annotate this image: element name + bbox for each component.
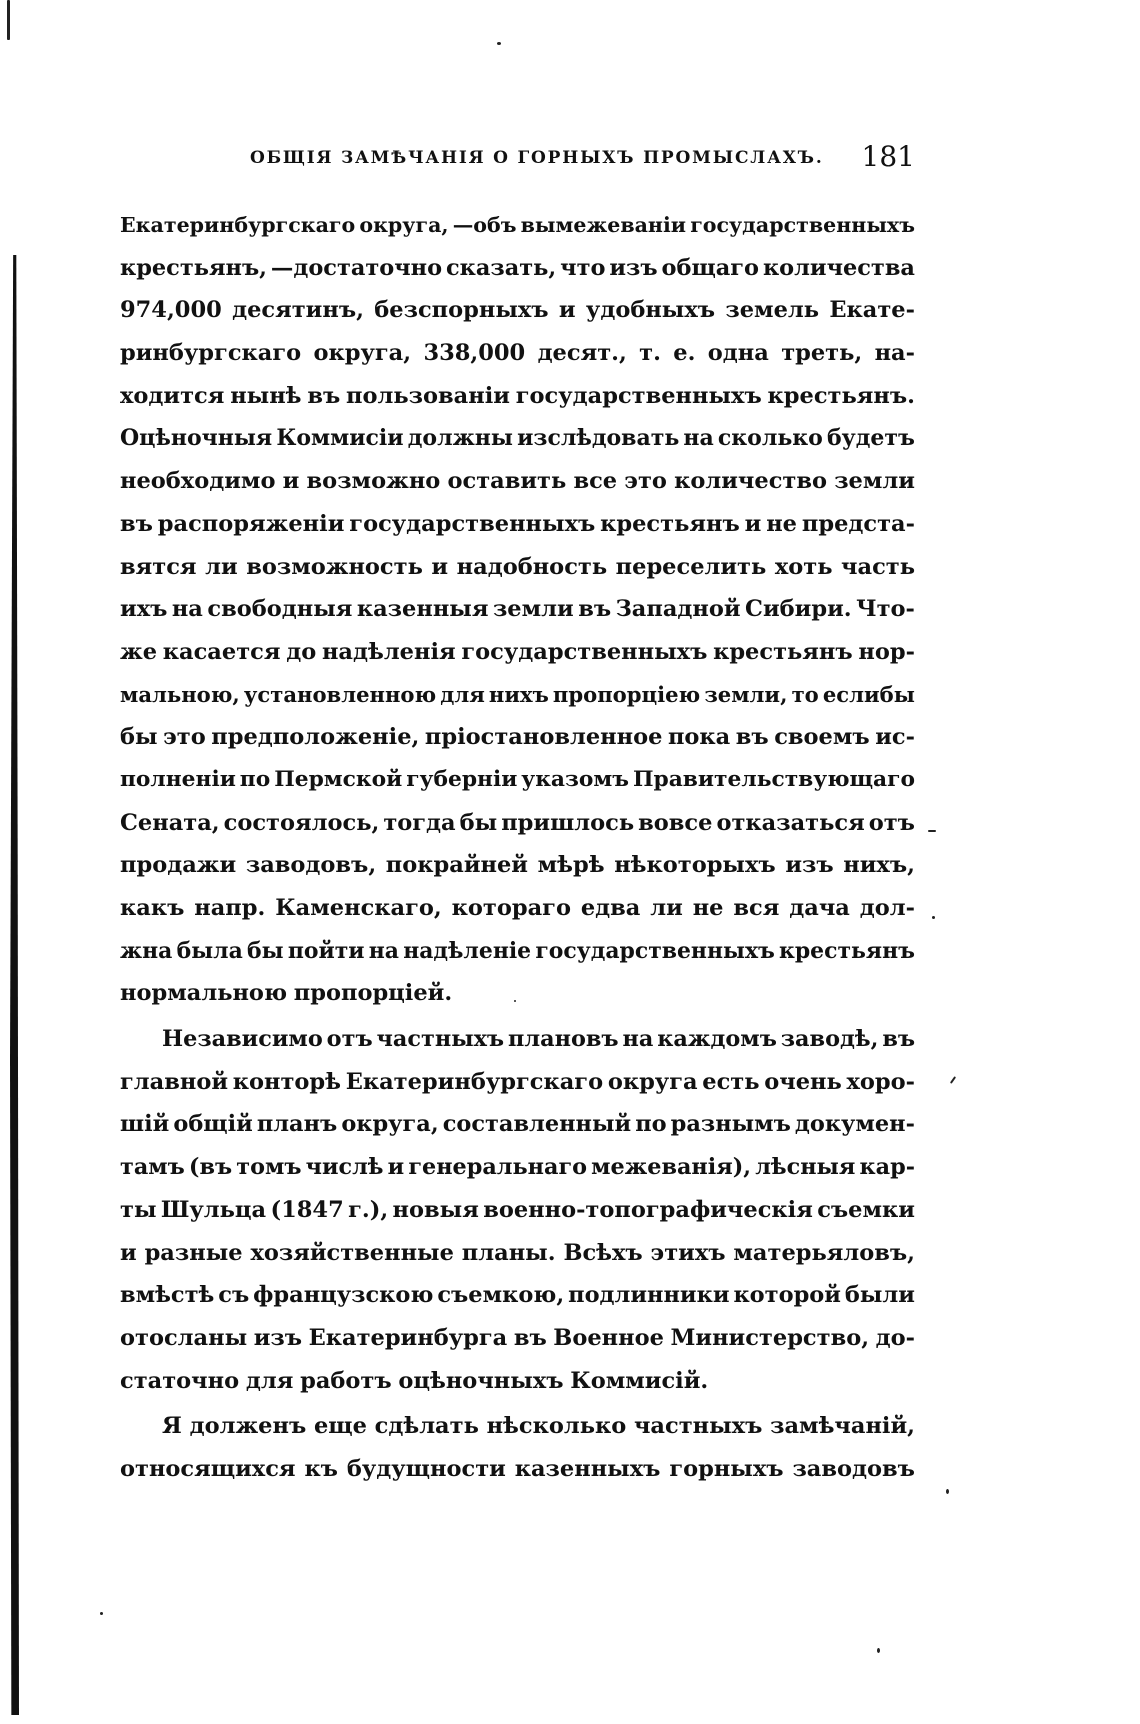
body-text xyxy=(120,204,915,1491)
text-line: относящихся къ будущности казенныхъ горныхъ заводовъ xyxy=(120,1455,915,1482)
text-line: Независимо отъ частныхъ плановъ на каждомъ заводѣ, въ xyxy=(162,1026,915,1053)
text-line: въ распоряженіи государственныхъ крестьянъ и не предста- xyxy=(120,510,915,537)
page-header xyxy=(250,140,915,180)
page-number: 181 xyxy=(861,140,915,173)
text-line: продажи заводовъ, покрайней мѣрѣ нѣкоторыхъ изъ нихъ, xyxy=(120,852,915,879)
text-line: и разные хозяйственные планы. Всѣхъ этихъ матерьяловъ, xyxy=(120,1239,915,1266)
text-line: Оцѣночныя Коммисіи должны изслѣдовать на сколько будетъ xyxy=(120,425,915,452)
text-line: отосланы изъ Екатеринбурга въ Военное Министерство, до- xyxy=(120,1324,915,1351)
text-line: Сената, состоялось, тогда бы пришлось вовсе отказаться отъ xyxy=(120,809,915,836)
text-line: нормальною пропорціей. xyxy=(120,980,453,1007)
text-line: ринбургскаго округа, 338,000 десят., т. е. одна треть, на- xyxy=(120,340,915,367)
text-line: 974,000 десятинъ, безспорныхъ и удобныхъ земель Екате- xyxy=(120,297,915,324)
text-line: ихъ на свободныя казенныя земли въ Западной Сибири. Что- xyxy=(120,596,915,623)
text-line: ты Шульца (1847 г.), новыя военно-топографическія съемки xyxy=(120,1196,915,1223)
text-line: Екатеринбургскаго округа, —объ вымежеваніи государственныхъ xyxy=(120,213,915,237)
text-line: крестьянъ, —достаточно сказать, что изъ общаго количества xyxy=(120,254,915,281)
text-line: вятся ли возможность и надобность переселить хоть часть xyxy=(120,553,915,580)
scan-speck xyxy=(928,830,936,832)
text-line: жна была бы пойти на надѣленіе государственныхъ крестьянъ xyxy=(120,937,915,964)
text-line: необходимо и возможно оставить все это количество земли xyxy=(120,468,915,495)
scan-speck xyxy=(497,42,501,45)
scan-speck xyxy=(7,0,10,40)
text-line: полненіи по Пермской губерніи указомъ Правительствующаго xyxy=(120,766,915,792)
text-line: тамъ (въ томъ числѣ и генеральнаго межеванія), лѣсныя кар- xyxy=(120,1154,915,1181)
scan-speck xyxy=(950,1076,956,1084)
text-line: Я долженъ еще сдѣлать нѣсколько частныхъ замѣчаній, xyxy=(162,1413,915,1440)
running-head: ОБЩІЯ ЗАМѢЧАНІЯ О ГОРНЫХЪ ПРОМЫСЛАХЪ. xyxy=(250,148,824,168)
text-line: же касается до надѣленія государственныхъ крестьянъ нор- xyxy=(120,638,915,665)
text-line: шій общій планъ округа, составленный по разнымъ докумен- xyxy=(120,1111,915,1138)
scan-speck xyxy=(946,1489,949,1494)
text-line: ходится нынѣ въ пользованіи государственныхъ крестьянъ. xyxy=(120,382,915,409)
text-line: статочно для работъ оцѣночныхъ Коммисій. xyxy=(120,1367,709,1394)
text-line: какъ напр. Каменскаго, котораго едва ли не вся дача дол- xyxy=(120,895,915,921)
text-line: вмѣстѣ съ французскою съемкою, подлинники которой были xyxy=(120,1282,915,1309)
scan-speck xyxy=(932,916,935,919)
text-line: бы это предположеніе, пріостановленное пока въ своемъ ис- xyxy=(120,724,915,751)
scan-speck xyxy=(877,1648,880,1653)
page-gutter-shadow xyxy=(10,255,19,1715)
text-line: главной конторѣ Екатеринбургскаго округа есть очень хоро- xyxy=(120,1068,915,1095)
text-line: мальною, установленною для нихъ пропорціею земли, то еслибы xyxy=(120,681,915,707)
scan-speck xyxy=(100,1612,103,1615)
